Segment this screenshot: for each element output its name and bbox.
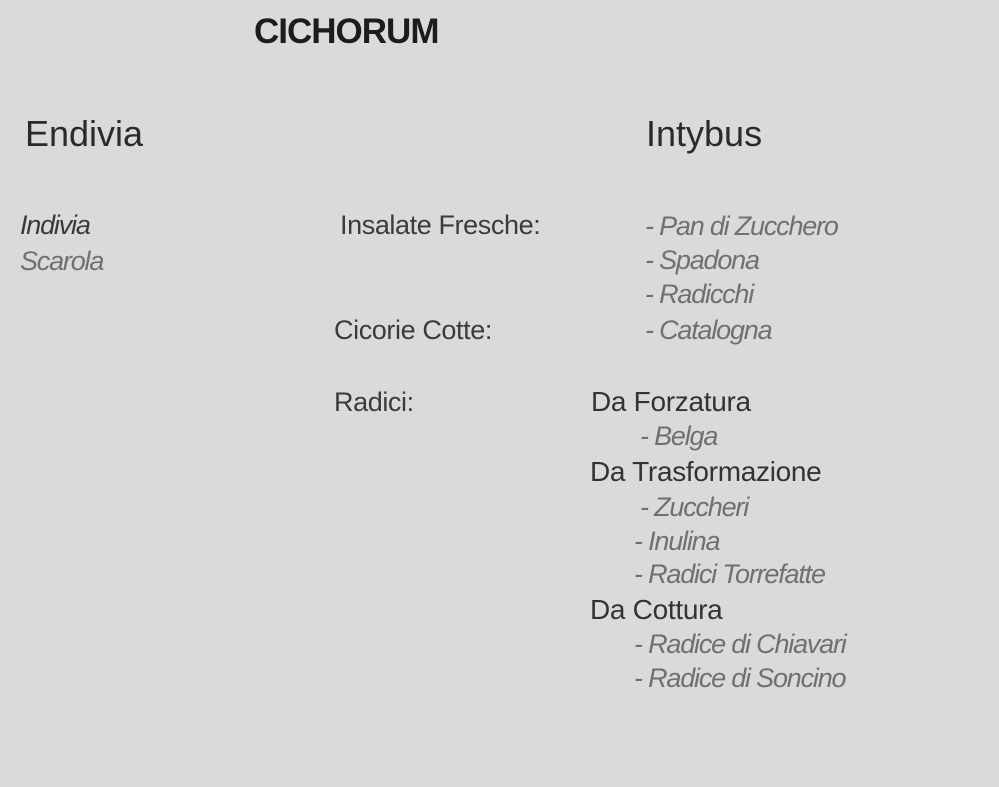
variety-radicchi: - Radicchi bbox=[645, 279, 754, 309]
variety-catalogna: - Catalogna bbox=[645, 315, 772, 345]
category-insalate-fresche: Insalate Fresche: bbox=[340, 210, 541, 240]
variety-zuccheri: - Zuccheri bbox=[640, 492, 749, 522]
variety-pan-di-zucchero: - Pan di Zucchero bbox=[645, 211, 838, 241]
category-cicorie-cotte: Cicorie Cotte: bbox=[334, 315, 492, 345]
subcategory-da-trasformazione: Da Trasformazione bbox=[590, 456, 822, 487]
page-title: CICHORUM bbox=[254, 12, 439, 51]
variety-radici-torrefatte: - Radici Torrefatte bbox=[634, 559, 825, 589]
genus-endivia-heading: Endivia bbox=[25, 113, 144, 154]
variety-radice-di-soncino: - Radice di Soncino bbox=[634, 663, 846, 693]
subcategory-da-cottura: Da Cottura bbox=[590, 594, 723, 625]
variety-indivia: Indivia bbox=[20, 210, 90, 240]
subcategory-da-forzatura: Da Forzatura bbox=[591, 386, 751, 417]
variety-belga: - Belga bbox=[640, 421, 718, 451]
variety-inulina: - Inulina bbox=[634, 526, 720, 556]
variety-spadona: - Spadona bbox=[645, 245, 759, 275]
variety-scarola: Scarola bbox=[20, 246, 104, 276]
variety-radice-di-chiavari: - Radice di Chiavari bbox=[634, 629, 846, 659]
genus-intybus-heading: Intybus bbox=[646, 113, 763, 154]
category-radici: Radici: bbox=[334, 387, 414, 417]
